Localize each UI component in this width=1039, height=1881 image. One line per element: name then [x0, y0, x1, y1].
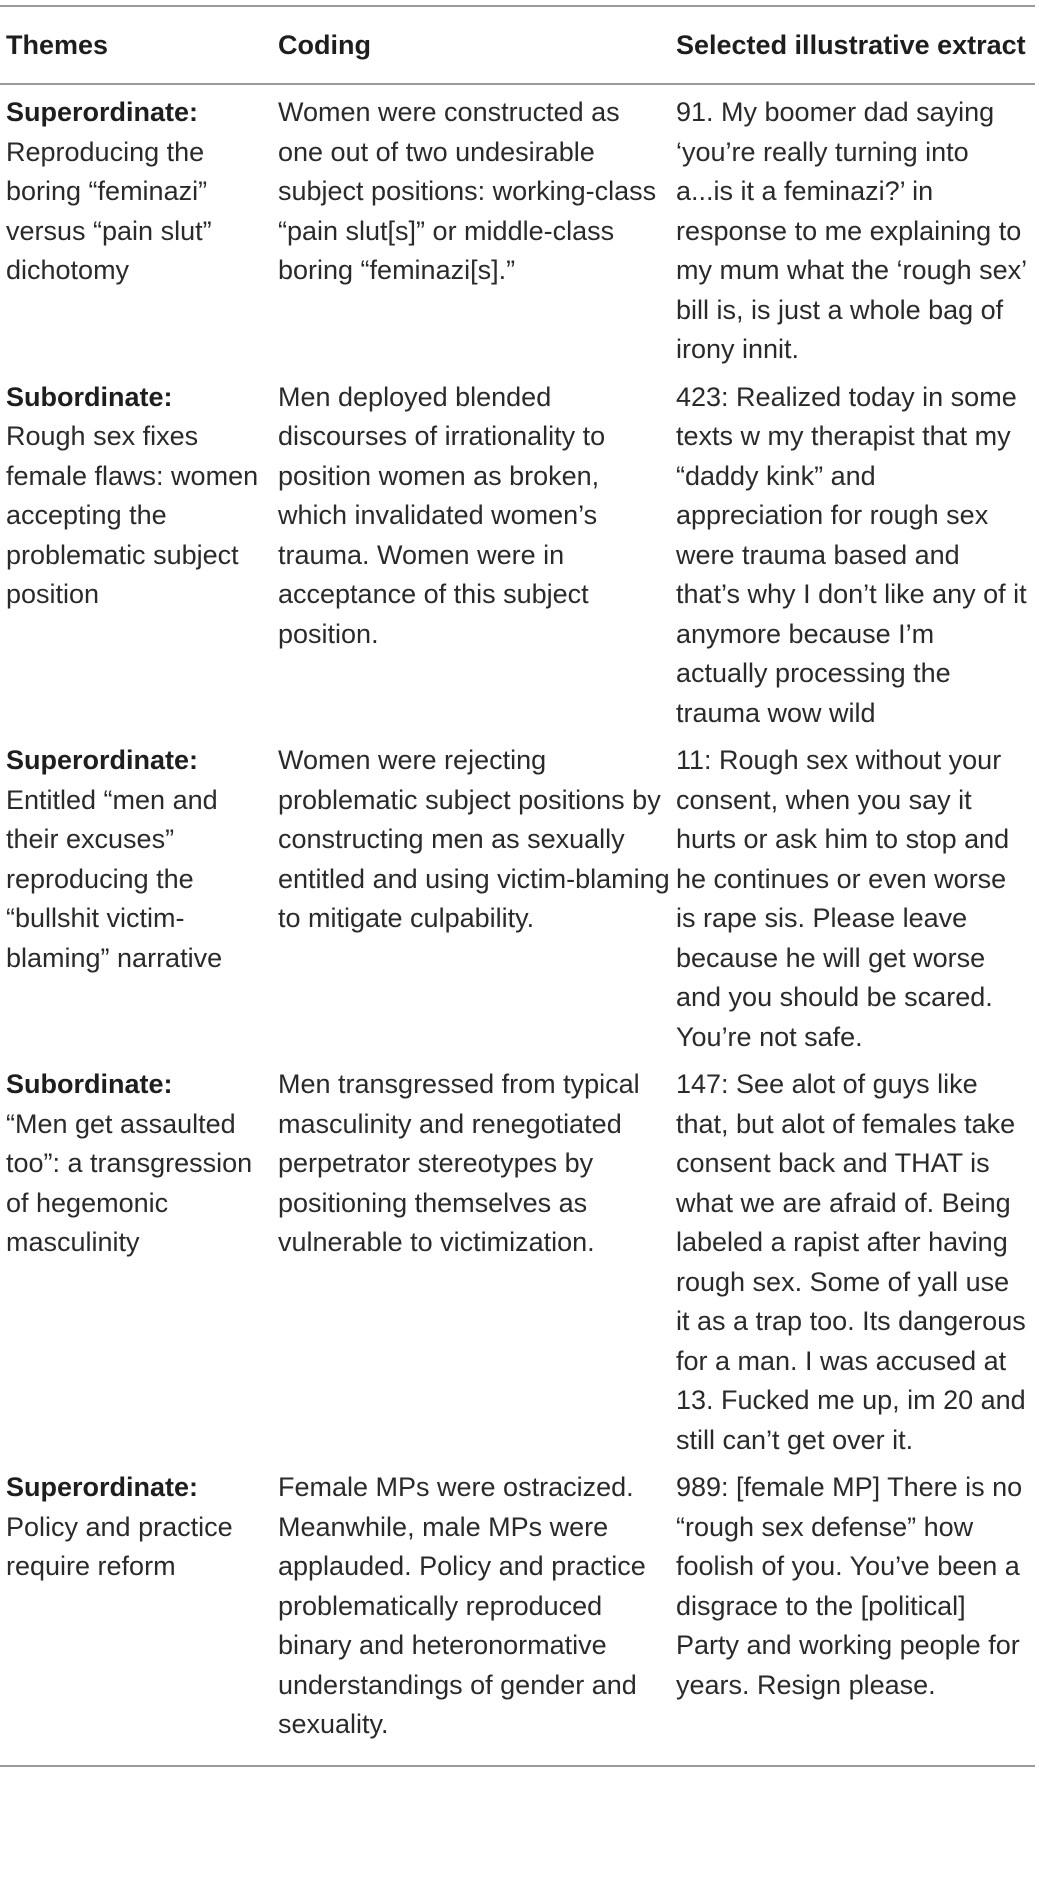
coding-cell: Men deployed blended discourses of irrationality to position women as broken, which invalidated women’s trauma. Women were in acceptance of this subject position.: [278, 381, 606, 649]
table-row: [0, 733, 1035, 1057]
header-coding: Coding: [278, 30, 371, 60]
table-row: [0, 84, 1035, 370]
theme-title: Reproducing the boring “feminazi” versus “pain slut” dichotomy: [6, 136, 212, 285]
theme-cell: [0, 1057, 278, 1460]
theme-level: Superordinate:: [6, 97, 199, 127]
theme-title: Rough sex fixes female flaws: women accepting the problematic subject position: [6, 421, 259, 609]
theme-cell: [0, 1460, 278, 1766]
coding-cell: Men transgressed from typical masculinity and renegotiated perpetrator stereotypes by positioning themselves as vulnerable to victimization.: [278, 1069, 640, 1257]
table-header: [0, 6, 1035, 84]
theme-level: Superordinate:: [6, 1472, 199, 1502]
coding-cell: Women were rejecting problematic subject positions by constructing men as sexually entitled and using victim-blaming to mitigate culpability.: [278, 745, 670, 933]
themes-table: [0, 5, 1035, 1767]
header-themes: Themes: [6, 30, 109, 60]
extract-cell: 423: Realized today in some texts w my therapist that my “daddy kink” and appreciation for rough sex were trauma based and that’s why I don’t like any of it anymore because I’m actually processing the trauma wow wild: [676, 381, 1027, 728]
theme-cell: [0, 84, 278, 370]
theme-level: Subordinate:: [6, 381, 173, 412]
table-row: [0, 370, 1035, 734]
extract-cell: 147: See alot of guys like that, but alot of females take consent back and THAT is what we are afraid of. Being labeled a rapist after having rough sex. Some of yall use it as a trap too. Its dangerous for a man. I was accused at 13. Fucked me up, im 20 and still can’t get over it.: [676, 1069, 1026, 1455]
theme-title: “Men get assaulted too”: a transgression of hegemonic masculinity: [6, 1108, 253, 1257]
theme-cell: [0, 370, 278, 734]
theme-title: Entitled “men and their excuses” reproducing the “bullshit victim-blaming” narrative: [6, 784, 223, 973]
header-row: [0, 6, 1035, 84]
extract-cell: 989: [female MP] There is no “rough sex defense” how foolish of you. You’ve been a disgrace to the [political] Party and working people for years. Resign please.: [676, 1472, 1023, 1700]
theme-level: Superordinate:: [6, 745, 199, 775]
table-row: [0, 1057, 1035, 1460]
extract-cell: 11: Rough sex without your consent, when you say it hurts or ask him to stop and he continues or even worse is rape sis. Please leave because he will get worse and you should be scared. You’re not safe.: [676, 745, 1010, 1052]
coding-cell: Women were constructed as one out of two undesirable subject positions: working-class “pain slut[s]” or middle-class boring “feminazi[s].”: [278, 97, 657, 285]
theme-level: Subordinate:: [6, 1069, 173, 1099]
table-row: [0, 1460, 1035, 1766]
coding-cell: Female MPs were ostracized. Meanwhile, male MPs were applauded. Policy and practice problematically reproduced binary and heteronormative understandings of gender and sexuality.: [278, 1472, 646, 1739]
header-extract: Selected illustrative extract: [676, 30, 1026, 60]
theme-cell: [0, 733, 278, 1057]
theme-title: Policy and practice require reform: [6, 1511, 233, 1581]
table-body: [0, 84, 1035, 1766]
extract-cell: 91. My boomer dad saying ‘you’re really turning into a...is it a feminazi?’ in response to me explaining to my mum what the ‘rough sex’ bill is, is just a whole bag of irony innit.: [676, 97, 1027, 364]
